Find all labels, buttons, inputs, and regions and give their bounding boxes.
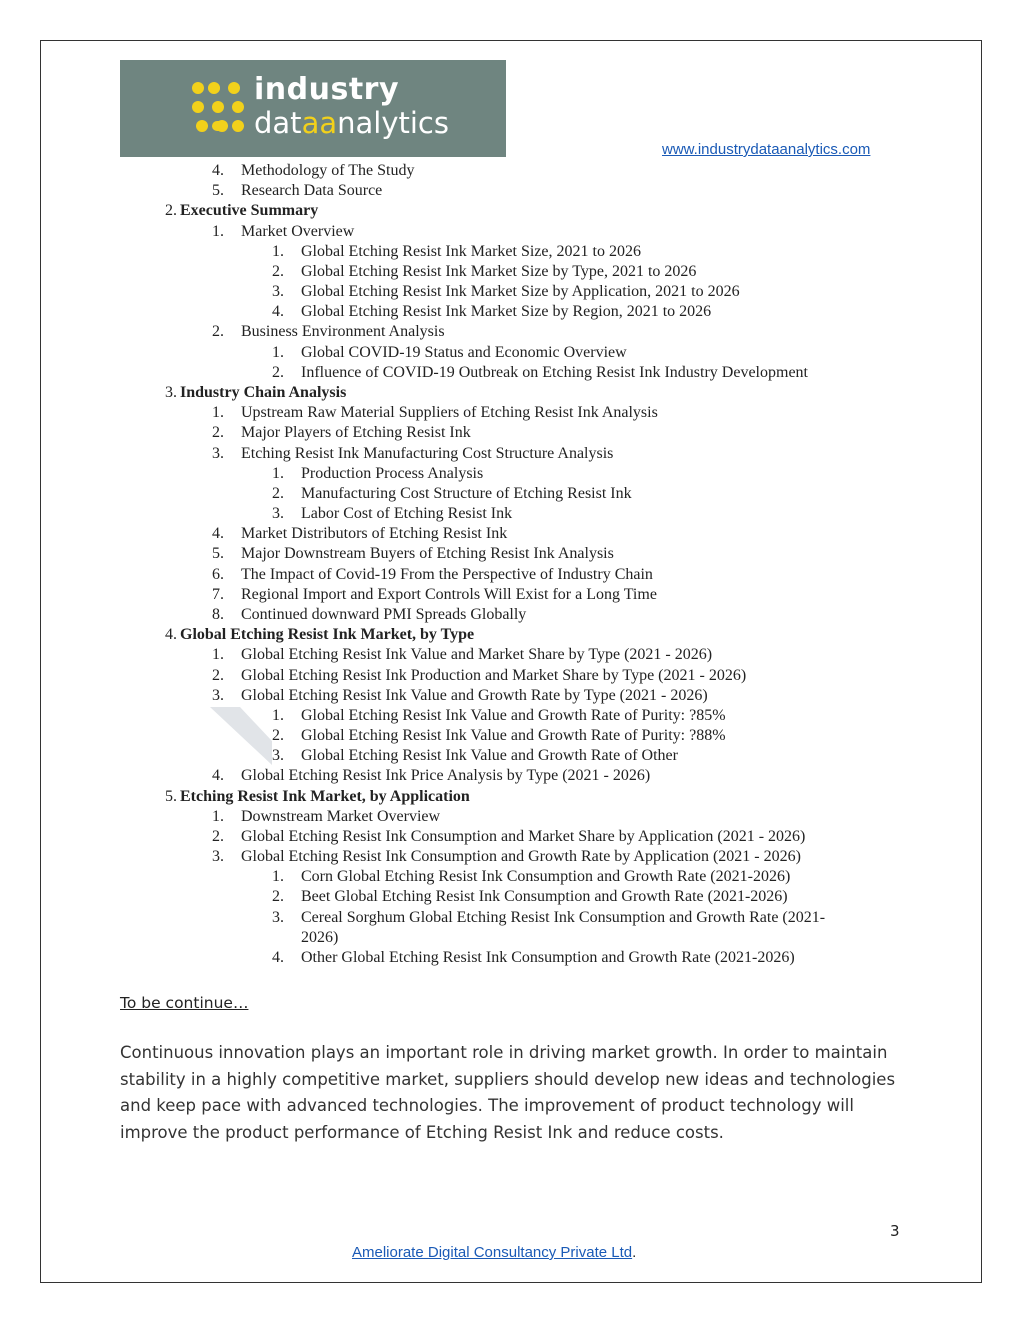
toc-entry-number: 5.	[212, 545, 224, 563]
toc-entry-text: Production Process Analysis	[301, 464, 484, 482]
toc-entry-number: 3.	[212, 848, 224, 866]
toc-entry-number: 1.	[212, 807, 224, 825]
toc-entry-text: Manufacturing Cost Structure of Etching Resist Ink	[301, 484, 632, 502]
footer-company-link[interactable]: Ameliorate Digital Consultancy Private Ltd	[352, 1244, 633, 1261]
footer-suffix: .	[632, 1244, 637, 1261]
logo-part-b: aa	[301, 106, 338, 140]
toc-entry-number: 4.	[212, 767, 224, 785]
toc-entry-number: 2.	[212, 323, 224, 341]
toc-entry-number: 2.	[272, 363, 284, 381]
logo-word-dataanalytics	[254, 106, 449, 140]
toc-entry-number: 2.	[212, 424, 224, 442]
toc-entry-text: Continued downward PMI Spreads Globally	[241, 605, 527, 623]
page-fold-shadow	[210, 707, 272, 765]
toc-entry-text: Methodology of The Study	[241, 162, 415, 179]
toc-entry-number: 2.	[212, 666, 224, 684]
toc-entry-number: 2.	[272, 888, 284, 906]
toc-entry-text: Research Data Source	[241, 182, 383, 200]
toc-entry-number: 2.	[272, 484, 284, 502]
toc-entry-text: Beet Global Etching Resist Ink Consumption and Growth Rate (2021-2026)	[301, 888, 788, 906]
toc-entry-number: 3.	[212, 444, 224, 462]
toc-entry-text: Downstream Market Overview	[241, 807, 441, 825]
toc-entry-number: 1.	[212, 646, 224, 664]
toc-entry-text: Global Etching Resist Ink Value and Growth Rate of Other	[301, 747, 678, 765]
toc-entry-number: 4.	[272, 949, 284, 967]
toc-entry-text: Market Overview	[241, 222, 355, 240]
toc-entry-text: Influence of COVID-19 Outbreak on Etching Resist Ink Industry Development	[301, 363, 808, 381]
logo-word-industry: industry	[254, 72, 400, 107]
toc-entry-text: Global Etching Resist Ink Value and Market Share by Type (2021 - 2026)	[241, 646, 713, 664]
toc-entry-text: The Impact of Covid-19 From the Perspective of Industry Chain	[241, 565, 653, 583]
toc-entry-number: 2.	[272, 262, 284, 280]
toc-entry-text: Global Etching Resist Ink Value and Growth Rate of Purity: ?88%	[301, 727, 726, 745]
toc-entry-text: Global COVID-19 Status and Economic Overview	[301, 343, 627, 361]
toc-entry-text: Etching Resist Ink Manufacturing Cost Structure Analysis	[241, 444, 614, 462]
toc-entry-text: Etching Resist Ink Market, by Application	[180, 787, 470, 805]
toc-entry-text: Global Etching Resist Ink Market Size by Application, 2021 to 2026	[301, 283, 740, 301]
toc-entry-number: 3.	[272, 908, 284, 926]
toc-entry-text: Regional Import and Export Controls Will Exist for a Long Time	[241, 585, 657, 603]
toc-entry-number: 1.	[272, 868, 284, 886]
toc-entry-number: 4.	[165, 626, 177, 644]
toc-entry-number: 2.	[212, 827, 224, 845]
toc-entry-text: Global Etching Resist Ink Market, by Type	[180, 626, 475, 644]
toc-entry-number: 5.	[165, 787, 177, 805]
toc-entry-text: Global Etching Resist Ink Consumption and Growth Rate by Application (2021 - 2026)	[241, 848, 801, 866]
toc-entry-number: 3.	[212, 686, 224, 704]
toc-entry-number: 7.	[212, 585, 224, 603]
toc-entry-text: Cereal Sorghum Global Etching Resist Ink Consumption and Growth Rate (2021-	[301, 908, 826, 926]
toc-entry-text: Global Etching Resist Ink Consumption and Market Share by Application (2021 - 2026)	[241, 827, 806, 845]
toc-entry-text: Corn Global Etching Resist Ink Consumption and Growth Rate (2021-2026)	[301, 868, 791, 886]
toc-entry-number: 4.	[212, 162, 224, 179]
toc-entry-number: 4.	[272, 303, 284, 321]
toc-entry-text: 2026)	[301, 928, 339, 946]
toc-entry-number: 3.	[165, 383, 177, 401]
toc-entry-text: Other Global Etching Resist Ink Consumption and Growth Rate (2021-2026)	[301, 949, 795, 967]
toc-entry-number: 1.	[272, 242, 284, 260]
toc-entry-number: 4.	[212, 525, 224, 543]
footer	[352, 1244, 636, 1261]
logo-part-c: nalytics	[337, 106, 449, 140]
toc-entry-text: Global Etching Resist Ink Production and Market Share by Type (2021 - 2026)	[241, 666, 747, 684]
toc-entry-text: Labor Cost of Etching Resist Ink	[301, 505, 513, 523]
toc-entry-number: 1.	[272, 464, 284, 482]
toc-entry-number: 2.	[272, 727, 284, 745]
toc-entry-text: Upstream Raw Material Suppliers of Etching Resist Ink Analysis	[241, 404, 658, 422]
toc-entry-text: Global Etching Resist Ink Market Size, 2021 to 2026	[301, 242, 641, 260]
company-logo	[120, 60, 506, 157]
toc-entry-text: Global Etching Resist Ink Value and Growth Rate by Type (2021 - 2026)	[241, 686, 708, 704]
body-paragraph: Continuous innovation plays an important role in driving market growth. In order to maintain stability in a highly competitive market, suppliers should develop new ideas and technologies and keep pace with advanced technologies. The improvement of product technology will improve the product performance of Etching Resist Ink and reduce costs.	[120, 1043, 896, 1142]
continue-note: To be continue…	[120, 994, 249, 1012]
toc-entry-text: Business Environment Analysis	[241, 323, 445, 341]
logo-dots-icon	[190, 80, 246, 136]
toc-entry-number: 3.	[272, 283, 284, 301]
toc-entry-number: 3.	[272, 505, 284, 523]
toc-entry-number: 6.	[212, 565, 224, 583]
toc-entry-text: Global Etching Resist Ink Market Size by Region, 2021 to 2026	[301, 303, 712, 321]
toc-entry-number: 1.	[272, 706, 284, 724]
toc-entry-text: Industry Chain Analysis	[180, 383, 347, 401]
logo-part-a: dat	[254, 106, 302, 140]
toc-entry-text: Major Downstream Buyers of Etching Resist Ink Analysis	[241, 545, 614, 563]
toc-entry-number: 8.	[212, 605, 224, 623]
toc-entry-number: 1.	[212, 222, 224, 240]
toc-entry-number: 1.	[272, 343, 284, 361]
toc-entry-number: 5.	[212, 182, 224, 200]
toc-entry-text: Market Distributors of Etching Resist Ink	[241, 525, 508, 543]
toc-entry-number: 2.	[165, 202, 177, 220]
toc-entry-text: Global Etching Resist Ink Market Size by Type, 2021 to 2026	[301, 262, 697, 280]
toc-entry-text: Executive Summary	[180, 202, 319, 220]
toc-entry-text: Global Etching Resist Ink Value and Growth Rate of Purity: ?85%	[301, 706, 726, 724]
toc-entry-number: 1.	[212, 404, 224, 422]
toc-entry-text: Global Etching Resist Ink Price Analysis by Type (2021 - 2026)	[241, 767, 651, 785]
toc-entry-text: Major Players of Etching Resist Ink	[241, 424, 471, 442]
toc-entry-number: 3.	[272, 747, 284, 765]
page-number: 3	[890, 1222, 900, 1240]
website-link[interactable]: www.industrydataanalytics.com	[662, 141, 871, 158]
